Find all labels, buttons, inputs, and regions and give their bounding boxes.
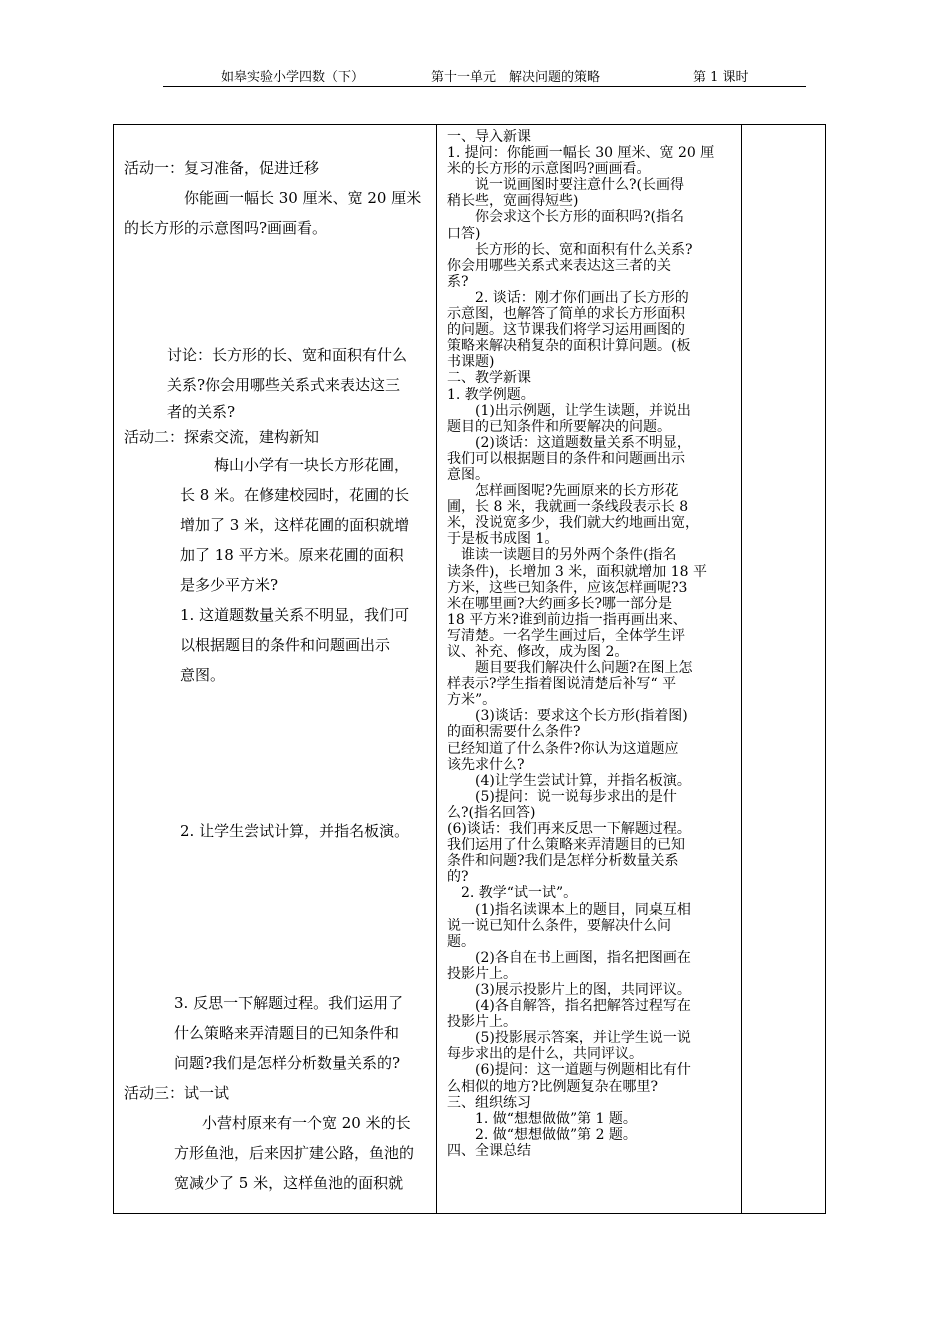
activity-3-title: 活动三：试一试 [124,1084,230,1102]
process-line: 系? [447,273,469,290]
process-line: 你会用哪些关系式来表达这三者的关 [447,257,671,274]
problem-text: 加了 18 平方米。原来花圃的面积 [180,546,404,564]
header-school: 如皋实验小学四数（下） [221,70,365,85]
problem-text: 长 8 米。在修建校园时，花圃的长 [180,486,410,504]
process-line: 四、全课总结 [447,1142,531,1159]
process-line: 样表示?学生指着图说清楚后补写“ 平 [447,676,677,693]
process-line: 么相似的地方?比例题复杂在哪里? [447,1078,659,1095]
process-line: (6)谈话：我们再来反思一下解题过程。 [447,821,691,838]
process-line: 书课题) [447,354,495,371]
process-line: 该先求什么? [447,756,525,773]
process-line: 题。 [447,933,475,950]
process-line: 二、教学新课 [447,370,531,387]
step-3-text: 3. 反思一下解题过程。我们运用了 [174,994,404,1012]
column-divider-2 [741,125,742,1213]
process-line: 2. 教学“试一试”。 [447,885,578,902]
process-line: 1. 教学例题。 [447,386,535,403]
discussion-text: 关系?你会用哪些关系式来表达这三 [167,376,401,394]
process-line: (1)指名读课本上的题目，同桌互相 [447,901,691,918]
problem-text: 梅山小学有一块长方形花圃， [214,456,410,474]
process-line: 题目的已知条件和所要解决的问题。 [447,418,671,435]
process-line: (2)谈话：这道题数量关系不明显， [447,434,691,451]
process-line: 题目要我们解决什么问题?在图上怎 [447,660,693,677]
try-text: 方形鱼池，后来因扩建公路，鱼池的 [174,1144,415,1162]
process-line: 示意图，也解答了简单的求长方形面积 [447,306,685,323]
activity-1-title: 活动一：复习准备，促进迁移 [124,159,320,177]
process-line: 长方形的长、宽和面积有什么关系? [447,241,693,258]
process-line: 方米”。 [447,692,497,709]
process-line: 口答) [447,225,481,242]
activity-2-title: 活动二：探索交流，建构新知 [124,428,320,446]
process-line: 2. 做“想想做做”第 2 题。 [447,1126,637,1143]
process-line: (3)谈话：要求这个长方形(指着图) [447,708,688,725]
process-line: 的问题。这节课我们将学习运用画图的 [447,322,685,339]
process-line: (3)展示投影片上的图，共同评议。 [447,981,691,998]
process-line: 读条件)，长增加 3 米，面积就增加 18 平 [447,563,707,580]
process-line: 谁读一读题目的另外两个条件(指名 [447,547,677,564]
process-line: 我们运用了什么策略来弄清题目的已知 [447,837,685,854]
process-line: 投影片上。 [447,1014,517,1031]
process-line: 说一说已知什么条件，要解决什么问 [447,917,671,934]
process-line: (6)提问：这一道题与例题相比有什 [447,1062,691,1079]
header-unit: 第十一单元 解决问题的策略 [431,70,601,85]
step-2-text: 2. 让学生尝试计算，并指名板演。 [180,822,410,840]
step-1-text: 以根据题目的条件和问题画出示 [180,636,391,654]
process-line: (1)出示例题，让学生读题，并说出 [447,402,691,419]
process-line: 你会求这个长方形的面积吗?(指名 [447,209,684,226]
process-line: 的面积需要什么条件? [447,724,581,741]
try-text: 小营村原来有一个宽 20 米的长 [202,1114,411,1132]
process-line: 2. 谈话：刚才你们画出了长方形的 [447,289,689,306]
process-line: 策略来解决稍复杂的面积计算问题。(板 [447,338,691,355]
try-text: 宽减少了 5 米，这样鱼池的面积就 [174,1174,404,1192]
process-line: 三、组织练习 [447,1094,531,1111]
activity-1-text: 你能画一幅长 30 厘米、宽 20 厘米 [184,189,422,207]
process-line: 说一说画图时要注意什么?(长画得 [447,177,684,194]
process-line: 议、补充、修改，成为图 2。 [447,644,629,660]
process-line: 稍长些，宽画得短些) [447,193,579,210]
process-line: 每步求出的是什么，共同评议。 [447,1046,643,1063]
step-3-text: 问题?我们是怎样分析数量关系的? [174,1054,401,1072]
process-line: 1. 做“想想做做”第 1 题。 [447,1110,637,1127]
process-line: 一、导入新课 [447,129,531,145]
process-line: (5)提问：说一说每步求出的是什 [447,788,677,805]
page-header [163,66,806,87]
process-line: 写清楚。一名学生画过后，全体学生评 [447,627,685,644]
lesson-table [113,124,826,1214]
process-line: 1. 提问：你能画一幅长 30 厘米、宽 20 厘 [447,145,715,162]
process-line: (4)让学生尝试计算，并指名板演。 [447,772,691,789]
process-line: 意图。 [447,466,489,483]
process-line: (5)投影展示答案，并让学生说一说 [447,1030,691,1047]
activity-1-text: 的长方形的示意图吗?画画看。 [124,219,328,237]
process-line: 18 平方米?谁到前边指一指再画出来、 [447,611,687,628]
process-line: 于是板书成图 1。 [447,531,559,548]
process-line: 怎样画图呢?先画原来的长方形花 [447,483,679,500]
step-3-text: 什么策略来弄清题目的已知条件和 [174,1024,400,1042]
process-line: 的? [447,869,469,886]
process-line: 条件和问题?我们是怎样分析数量关系 [447,853,679,870]
problem-text: 增加了 3 米，这样花圃的面积就增 [180,516,410,534]
problem-text: 是多少平方米? [180,576,279,594]
process-line: 么?(指名回答) [447,804,536,821]
process-line: 米在哪里画?大约画多长?哪一部分是 [447,595,673,612]
process-line: 圃，长 8 米，我就画一条线段表示长 8 [447,499,689,516]
discussion-text: 者的关系? [167,403,236,421]
process-line: 米的长方形的示意图吗?画画看。 [447,161,651,178]
process-line: 方米，这些已知条件，应该怎样画呢?3 [447,579,688,596]
process-line: 我们可以根据题目的条件和问题画出示 [447,450,685,467]
discussion-text: 讨论：长方形的长、宽和面积有什么 [167,346,408,364]
process-line: 投影片上。 [447,965,517,982]
process-line: 米，没说宽多少，我们就大约地画出宽， [447,515,699,532]
process-line: (4)各自解答，指名把解答过程写在 [447,998,691,1015]
activity-column [124,153,438,1198]
step-1-text: 1. 这道题数量关系不明显，我们可 [180,606,410,624]
teaching-process-column [447,129,739,1159]
process-line: 已经知道了什么条件?你认为这道题应 [447,740,679,757]
process-line: (2)各自在书上画图，指名把图画在 [447,949,691,966]
step-1-text: 意图。 [180,666,226,684]
header-lesson: 第 1 课时 [693,70,749,85]
